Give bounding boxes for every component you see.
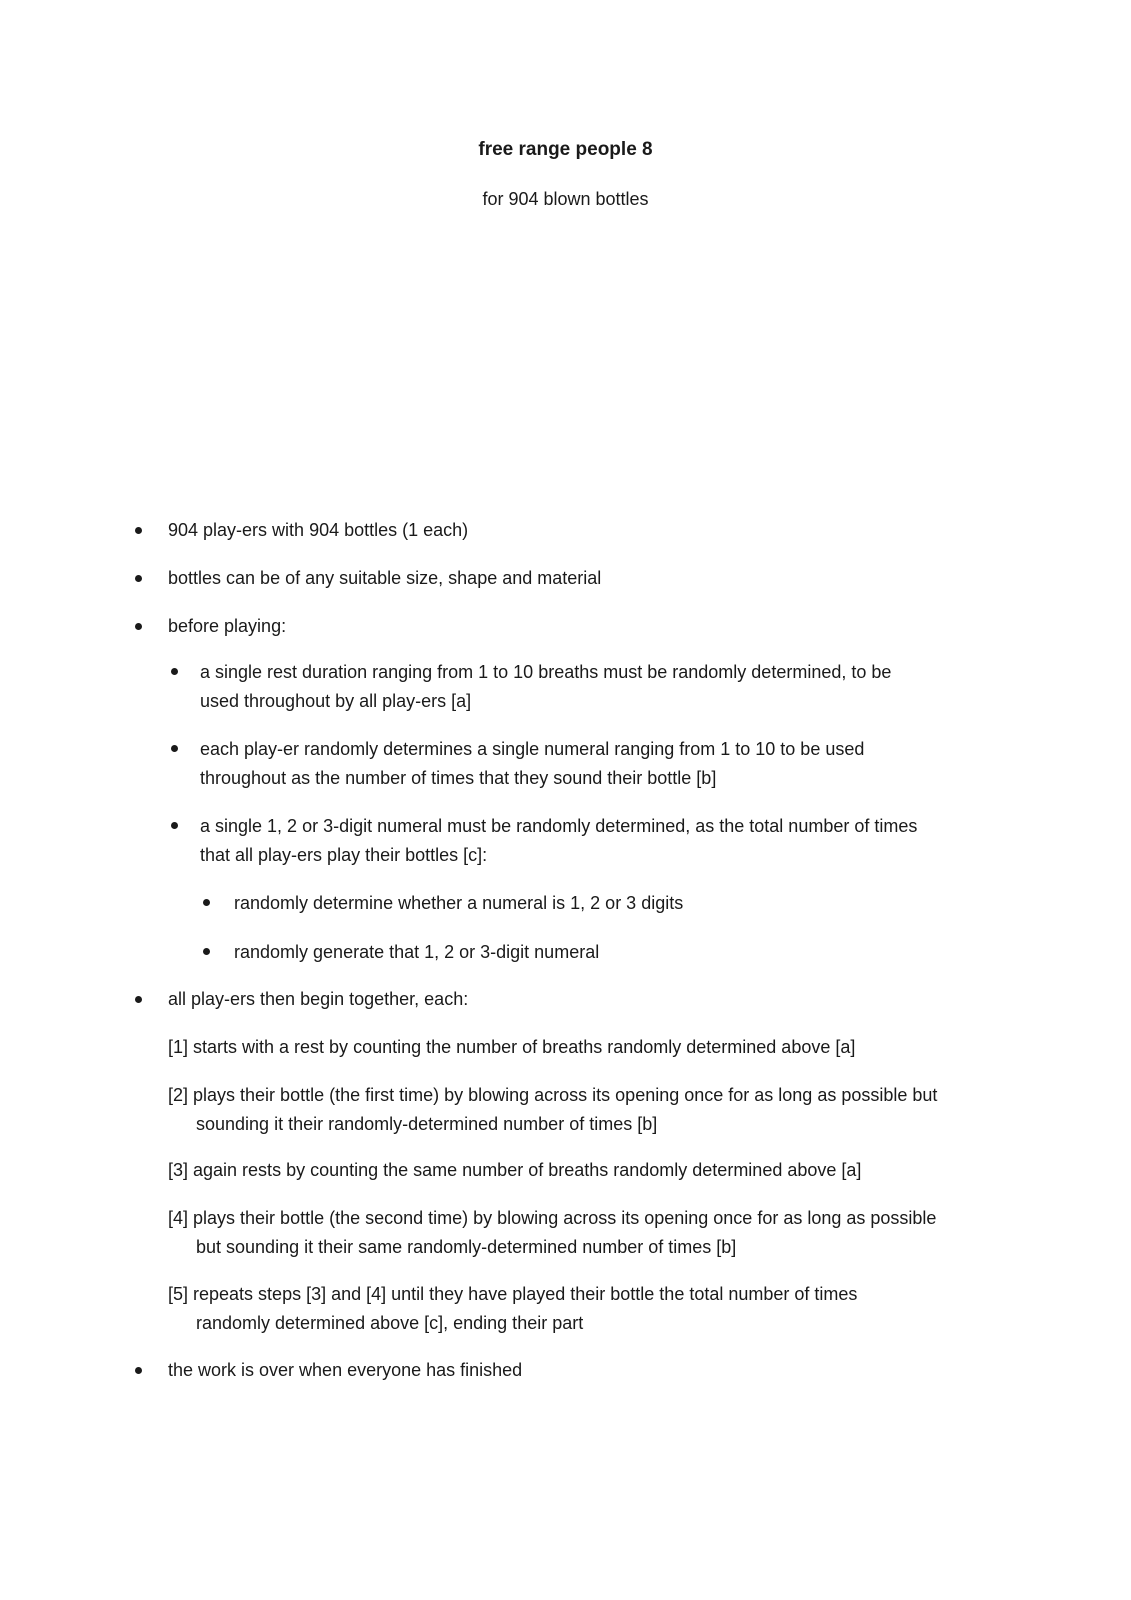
instruction-total-numeral: a single 1, 2 or 3-digit numeral must be randomly determined, as the total number of times	[200, 816, 918, 836]
instruction-rest-duration: a single rest duration ranging from 1 to 10 breaths must be randomly determined, to be	[200, 662, 892, 682]
instruction-player-numeral: each play-er randomly determines a single numeral ranging from 1 to 10 to be used	[200, 739, 865, 759]
step-4-cont: but sounding it their same randomly-determined number of times [b]	[196, 1237, 737, 1257]
step-3: [3] again rests by counting the same number of breaths randomly determined above [a]	[168, 1160, 862, 1180]
instruction-determine-digits: randomly determine whether a numeral is 1, 2 or 3 digits	[234, 893, 684, 913]
instruction-players: 904 play-ers with 904 bottles (1 each)	[168, 520, 469, 540]
bullet-icon	[171, 668, 178, 675]
instruction-total-numeral-cont: that all play-ers play their bottles [c]:	[200, 845, 488, 865]
instruction-player-numeral-cont: throughout as the number of times that they sound their bottle [b]	[200, 768, 717, 788]
step-1: [1] starts with a rest by counting the number of breaths randomly determined above [a]	[168, 1037, 856, 1057]
step-2: [2] plays their bottle (the first time) by blowing across its opening once for as long as possible but	[168, 1085, 938, 1105]
step-2-cont: sounding it their randomly-determined number of times [b]	[196, 1114, 658, 1134]
page-subtitle: for 904 blown bottles	[482, 189, 649, 209]
bullet-icon	[135, 996, 142, 1003]
instruction-before-playing: before playing:	[168, 616, 287, 636]
instruction-rest-duration-cont: used throughout by all play-ers [a]	[200, 691, 472, 711]
bullet-icon	[203, 899, 210, 906]
bullet-icon	[171, 745, 178, 752]
page-title: free range people 8	[478, 139, 653, 160]
step-4: [4] plays their bottle (the second time) by blowing across its opening once for as long as possible	[168, 1208, 937, 1228]
bullet-icon	[135, 623, 142, 630]
instruction-end: the work is over when everyone has finished	[168, 1360, 523, 1380]
bullet-icon	[171, 822, 178, 829]
step-5: [5] repeats steps [3] and [4] until they have played their bottle the total number of times	[168, 1284, 858, 1304]
bullet-icon	[135, 527, 142, 534]
step-5-cont: randomly determined above [c], ending their part	[196, 1313, 584, 1333]
bullet-icon	[135, 1367, 142, 1374]
bullet-icon	[203, 948, 210, 955]
instruction-bottles: bottles can be of any suitable size, shape and material	[168, 568, 602, 588]
bullet-icon	[135, 575, 142, 582]
instruction-begin: all play-ers then begin together, each:	[168, 989, 469, 1009]
instruction-generate-numeral: randomly generate that 1, 2 or 3-digit numeral	[234, 942, 600, 962]
